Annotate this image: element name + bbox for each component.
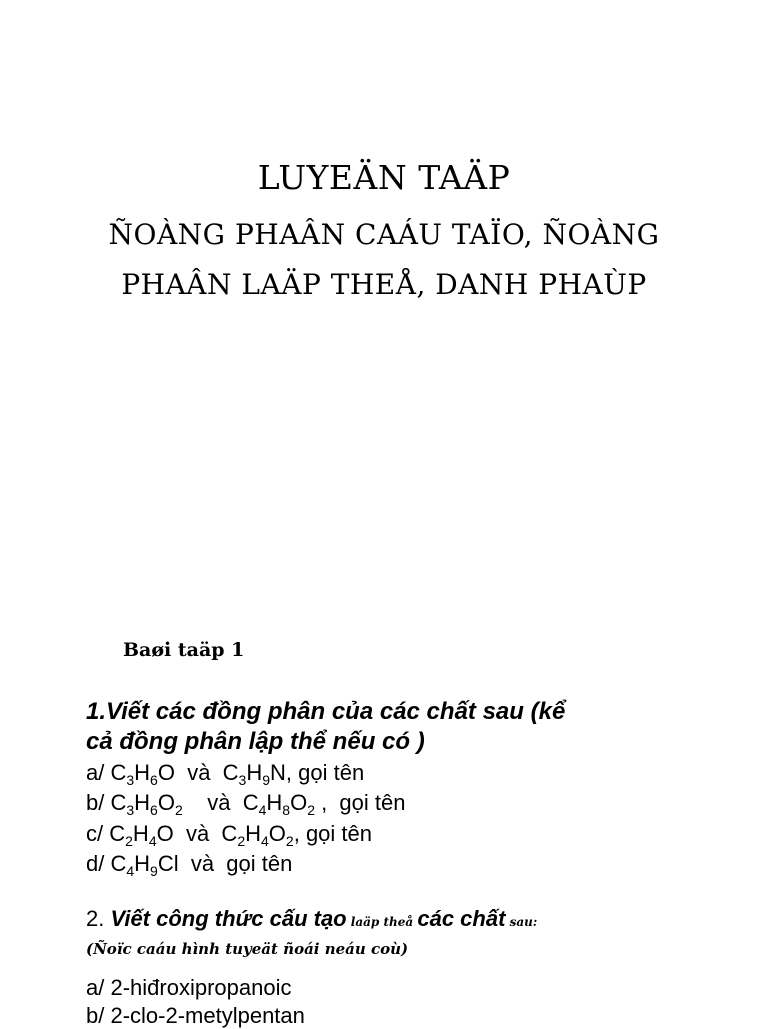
formula-2-symbol: H [246, 760, 263, 785]
question-1-item-b [86, 790, 406, 816]
question-1-line-2: cả đồng phân lập thể nếu có ) [86, 728, 425, 755]
item-prefix: c/ [86, 821, 110, 846]
question-2-item-b: b/ 2-clo-2-metylpentan [86, 1003, 305, 1028]
question-1-item-c [86, 821, 372, 847]
question-2-part-2: laäp theå [346, 915, 418, 929]
formula-2-subscript: 4 [258, 802, 267, 818]
question-1-line-1: 1.Viết các đồng phân của các chất sau (kể [86, 698, 566, 725]
formula-1-subscript: 9 [150, 863, 158, 879]
item-connector: và [173, 821, 222, 846]
formula-2-symbol: C [222, 760, 239, 785]
formula-1-symbol: Cl [157, 851, 179, 876]
formula-1-subscript: 3 [126, 802, 135, 818]
formula-1-symbol: C [109, 821, 126, 846]
formula-1-symbol: C [110, 851, 127, 876]
formula-1-symbol: C [110, 760, 127, 785]
formula-1-subscript: 3 [126, 772, 135, 788]
item-connector: và [174, 760, 223, 785]
formula-2-symbol: H [266, 790, 283, 815]
formula-2-subscript: 3 [238, 772, 247, 788]
formula-2-symbol: O [290, 790, 308, 815]
item-suffix: , gọi tên [314, 790, 406, 815]
formula-1-symbol: O [157, 790, 175, 815]
formula-2-subscript: 2 [237, 833, 246, 849]
question-2-number: 2. [86, 906, 111, 931]
formula-2-symbol: N [270, 760, 286, 785]
formula-2-symbol: H [245, 821, 261, 846]
formula-2-subscript: 9 [262, 772, 271, 788]
exercise-label: Baøi taäp 1 [123, 639, 245, 661]
formula-2-symbol: C [242, 790, 259, 815]
page-title: LUYEÄN TAÄP [257, 158, 511, 197]
item-connector: và gọi tên [178, 851, 293, 876]
formula-1-symbol: H [134, 760, 151, 785]
question-2-part-1: Viết công thức cấu tạo [110, 906, 347, 931]
formula-1-subscript: 6 [150, 772, 158, 788]
question-1-item-a [86, 760, 364, 786]
formula-2-symbol: O [268, 821, 286, 846]
subtitle-line-2: PHAÂN LAÄP THEÅ, DANH PHAÙP [121, 268, 647, 301]
question-2-part-3: các chất [417, 906, 506, 931]
formula-2-subscript: 8 [282, 802, 291, 818]
question-1-item-d [86, 851, 292, 877]
formula-1-symbol: O [157, 760, 175, 785]
formula-1-subscript: 6 [150, 802, 158, 818]
formula-1-subscript: 4 [126, 863, 135, 879]
formula-2-subscript: 2 [307, 802, 315, 818]
formula-1-symbol: H [134, 851, 151, 876]
item-prefix: d/ [86, 851, 111, 876]
formula-2-subscript: 4 [261, 833, 269, 849]
formula-1-subscript: 2 [174, 802, 183, 818]
formula-1-symbol: O [156, 821, 174, 846]
question-2 [86, 906, 537, 932]
formula-1-symbol: H [132, 821, 149, 846]
question-2-item-a: a/ 2-hiđroxipropanoic [86, 975, 292, 1000]
question-2-part-4: sau: [505, 915, 538, 929]
formula-1-symbol: C [110, 790, 127, 815]
item-suffix: , gọi tên [293, 821, 372, 846]
formula-1-symbol: H [134, 790, 151, 815]
question-2-note: (Ñoïc caáu hình tuyeät ñoái neáu coù) [86, 940, 409, 958]
subtitle-line-1: ÑOÀNG PHAÂN CAÁU TAÏO, ÑOÀNG [108, 218, 660, 251]
item-prefix: a/ [86, 760, 111, 785]
formula-2-symbol: C [221, 821, 238, 846]
item-connector: và [182, 790, 243, 815]
formula-1-subscript: 4 [148, 833, 157, 849]
item-prefix: b/ [86, 790, 111, 815]
item-suffix: , gọi tên [285, 760, 365, 785]
formula-1-subscript: 2 [125, 833, 133, 849]
formula-2-subscript: 2 [285, 833, 294, 849]
